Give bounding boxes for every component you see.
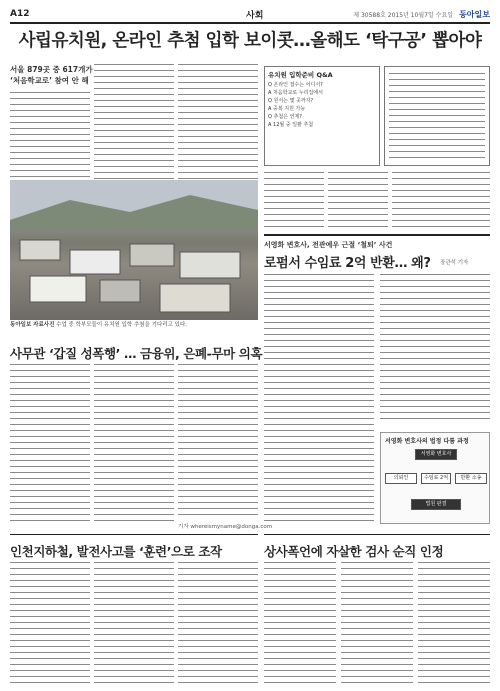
qa-item: Q 추첨은 언제? <box>268 114 302 120</box>
story-right-text-col2 <box>380 274 490 424</box>
qa-title: 유치원 입학준비 Q&A <box>268 71 333 79</box>
story2-text-col1 <box>10 364 90 524</box>
article-text-col6 <box>392 172 490 228</box>
divider <box>264 534 490 535</box>
qa-item: A 12월 중 일괄 추첨 <box>268 122 314 128</box>
story2-byline: 기자 whereismyname@donga.com <box>178 524 273 530</box>
story4-headline: 상사폭언에 자살한 검사 순직 인정 <box>264 544 444 559</box>
story3-text-col3 <box>178 562 258 686</box>
story-right-tag: 서영화 변호사, 전관예우 근절 ‘철퇴’ 사건 <box>264 241 393 249</box>
qa-box-2 <box>384 66 490 166</box>
subheadline-line-2: ‘처음학교로’ 참여 안 해 <box>10 76 89 85</box>
story2-headline: 사무관 ‘갑질 성폭행’ … 금융위, 은폐-무마 의혹 <box>10 346 263 361</box>
qa-item: Q 원서는 몇 곳까지? <box>268 98 314 104</box>
story4-text-col3 <box>418 562 490 686</box>
qa-item: Q 온라인 접수는 어디서? <box>268 82 323 88</box>
divider <box>10 534 258 535</box>
diagram-node: 수임료 2억 <box>421 473 451 484</box>
page-number: A12 <box>10 9 30 19</box>
page-header <box>10 6 490 24</box>
story-right-byline: 장관석 기자 <box>440 260 469 266</box>
story4-text-col2 <box>341 562 413 686</box>
section-name: 사회 <box>246 10 264 21</box>
qa-item: A 처음학교로 누리집에서 <box>268 90 323 96</box>
diagram-node: 서영화 변호사 <box>415 449 457 460</box>
article-text-col5 <box>328 172 388 228</box>
story-right-text-col1 <box>264 274 374 524</box>
qa-item: A 중복 지원 가능 <box>268 106 306 112</box>
paper-name: 동아일보 <box>459 9 490 19</box>
diagram-title: 서영화 변호사의 법정 다툼 과정 <box>385 438 469 445</box>
photo-caption-text: 수업 중 학부모들이 유치원 입학 추첨을 기다리고 있다. <box>56 322 188 328</box>
qa-box-text <box>389 73 485 159</box>
diagram-node: 법원 판결 <box>411 499 461 510</box>
photo-caption <box>10 322 258 329</box>
story2-text-col3 <box>178 364 258 520</box>
divider <box>264 234 490 236</box>
story4-text-col1 <box>264 562 336 686</box>
article-text-col4 <box>264 172 324 228</box>
story3-text-col2 <box>94 562 174 686</box>
issue-info: 제 30588호 2015년 10월7일 수요일 <box>353 11 454 19</box>
story3-text-col1 <box>10 562 90 686</box>
photo-caption-label: 동아일보 자료사진 <box>10 322 55 328</box>
traffic-photo-illustration <box>10 180 258 320</box>
story2-text-col2 <box>94 364 174 524</box>
dispute-diagram <box>380 432 490 524</box>
news-photo <box>10 180 258 320</box>
subheadline-line-1: 서울 879곳 중 617개가 <box>10 65 93 74</box>
story3-headline: 인천지하철, 발전사고를 ‘훈련’으로 조작 <box>10 544 222 559</box>
diagram-node: 의뢰인 <box>385 473 417 484</box>
main-headline: 사립유치원, 온라인 추첨 입학 보이콧…올해도 ‘탁구공’ 뽑아야 <box>18 31 482 51</box>
diagram-node: 반환 소송 <box>455 473 487 484</box>
story-right-headline: 로펌서 수임료 2억 반환… 왜? <box>264 256 431 271</box>
qa-box-1 <box>264 66 380 166</box>
